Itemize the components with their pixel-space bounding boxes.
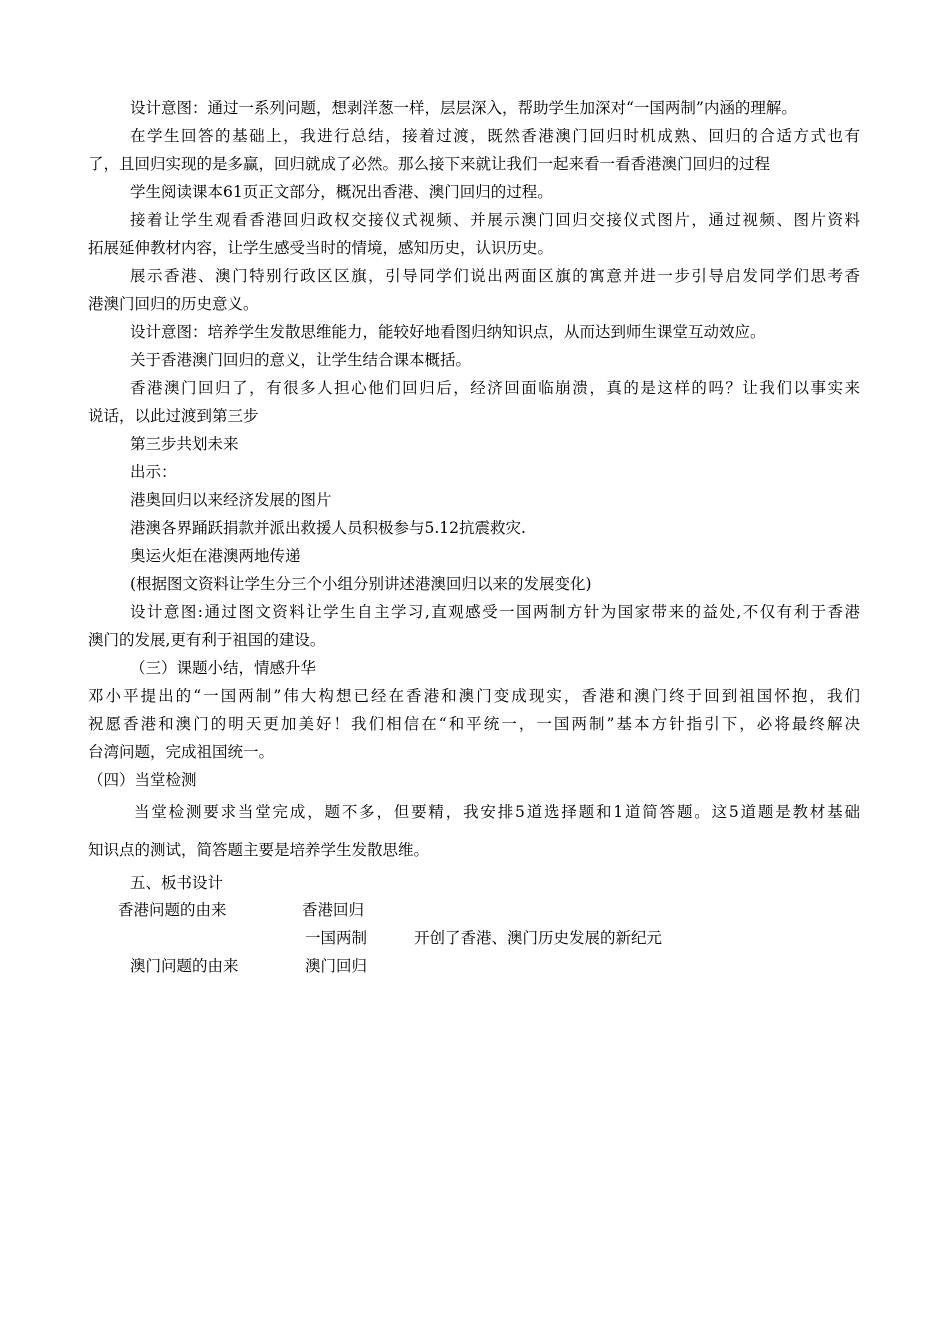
section-heading: （四）当堂检测 bbox=[88, 771, 197, 789]
paragraph-line: 接着让学生观看香港回归政权交接仪式视频、并展示澳门回归交接仪式图片，通过视频、图片资料 bbox=[130, 211, 860, 229]
paragraph-line: 在学生回答的基础上，我进行总结，接着过渡，既然香港澳门回归时机成熟、回归的合适方式也有 bbox=[130, 127, 860, 145]
list-item: 港奥回归以来经济发展的图片 bbox=[130, 491, 332, 509]
section-heading: 第三步共划未来 bbox=[130, 435, 239, 453]
board-item-hk-return: 香港回归 bbox=[302, 901, 365, 919]
paragraph-line: 了，且回归实现的是多赢，回归就成了必然。那么接下来就让我们一起来看一看香港澳门回归的过程 bbox=[88, 155, 771, 173]
paragraph-line: 设计意图：通过一系列问题，想剥洋葱一样，层层深入，帮助学生加深对“一国两制”内涵的理解。 bbox=[130, 99, 797, 117]
paragraph-line: 学生阅读课本61页正文部分，概况出香港、澳门回归的过程。 bbox=[130, 183, 553, 201]
paragraph-line: 关于香港澳门回归的意义，让学生结合课本概括。 bbox=[130, 351, 472, 369]
paragraph-line: 邓小平提出的“一国两制”伟大构想已经在香港和澳门变成现实，香港和澳门终于回到祖国怀抱，我们 bbox=[88, 687, 860, 705]
list-item: 港澳各界踊跃捐款并派出救援人员积极参与5.12抗震救灾. bbox=[130, 519, 526, 537]
paragraph-line: 知识点的测试，简答题主要是培养学生发散思维。 bbox=[88, 841, 430, 859]
board-item-one-country-two-systems: 一国两制 bbox=[305, 929, 368, 947]
paragraph-line: 香港澳门回归了，有很多人担心他们回归后，经济回面临崩溃，真的是这样的吗？让我们以事实来 bbox=[130, 379, 860, 397]
list-item: 奥运火炬在港澳两地传递 bbox=[130, 547, 301, 565]
paragraph-line: 台湾问题，完成祖国统一。 bbox=[88, 743, 275, 761]
board-item-mo-origin: 澳门问题的由来 bbox=[130, 957, 239, 975]
paragraph-line: 出示： bbox=[130, 463, 177, 481]
paragraph-line: 港澳门回归的历史意义。 bbox=[88, 295, 259, 313]
board-item-new-era: 开创了香港、澳门历史发展的新纪元 bbox=[414, 929, 663, 947]
paragraph-line: 拓展延伸教材内容，让学生感受当时的情境，感知历史，认识历史。 bbox=[88, 239, 554, 257]
board-item-mo-return: 澳门回归 bbox=[305, 957, 368, 975]
section-heading: （三）课题小结，情感升华 bbox=[130, 659, 317, 677]
paragraph-line: 当堂检测要求当堂完成，题不多，但要精，我安排5道选择题和1道简答题。这5道题是教材基础 bbox=[134, 803, 860, 821]
paragraph-line: (根据图文资料让学生分三个小组分别讲述港澳回归以来的发展变化) bbox=[130, 575, 592, 593]
board-item-hk-origin: 香港问题的由来 bbox=[118, 901, 227, 919]
paragraph-line: 设计意图：培养学生发散思维能力，能较好地看图归纳知识点，从而达到师生课堂互动效应。 bbox=[130, 323, 766, 341]
paragraph-line: 说话，以此过渡到第三步 bbox=[88, 407, 259, 425]
paragraph-line: 展示香港、澳门特别行政区区旗，引导同学们说出两面区旗的寓意并进一步引导启发同学们思考香 bbox=[130, 267, 860, 285]
board-design-heading: 五、板书设计 bbox=[130, 874, 224, 892]
paragraph-line: 设计意图:通过图文资料让学生自主学习,直观感受一国两制方针为国家带来的益处,不仅有利于香港 bbox=[130, 603, 860, 621]
paragraph-line: 澳门的发展,更有利于祖国的建设。 bbox=[88, 631, 326, 649]
paragraph-line: 祝愿香港和澳门的明天更加美好！我们相信在“和平统一，一国两制”基本方针指引下，必将最终解决 bbox=[88, 715, 860, 733]
